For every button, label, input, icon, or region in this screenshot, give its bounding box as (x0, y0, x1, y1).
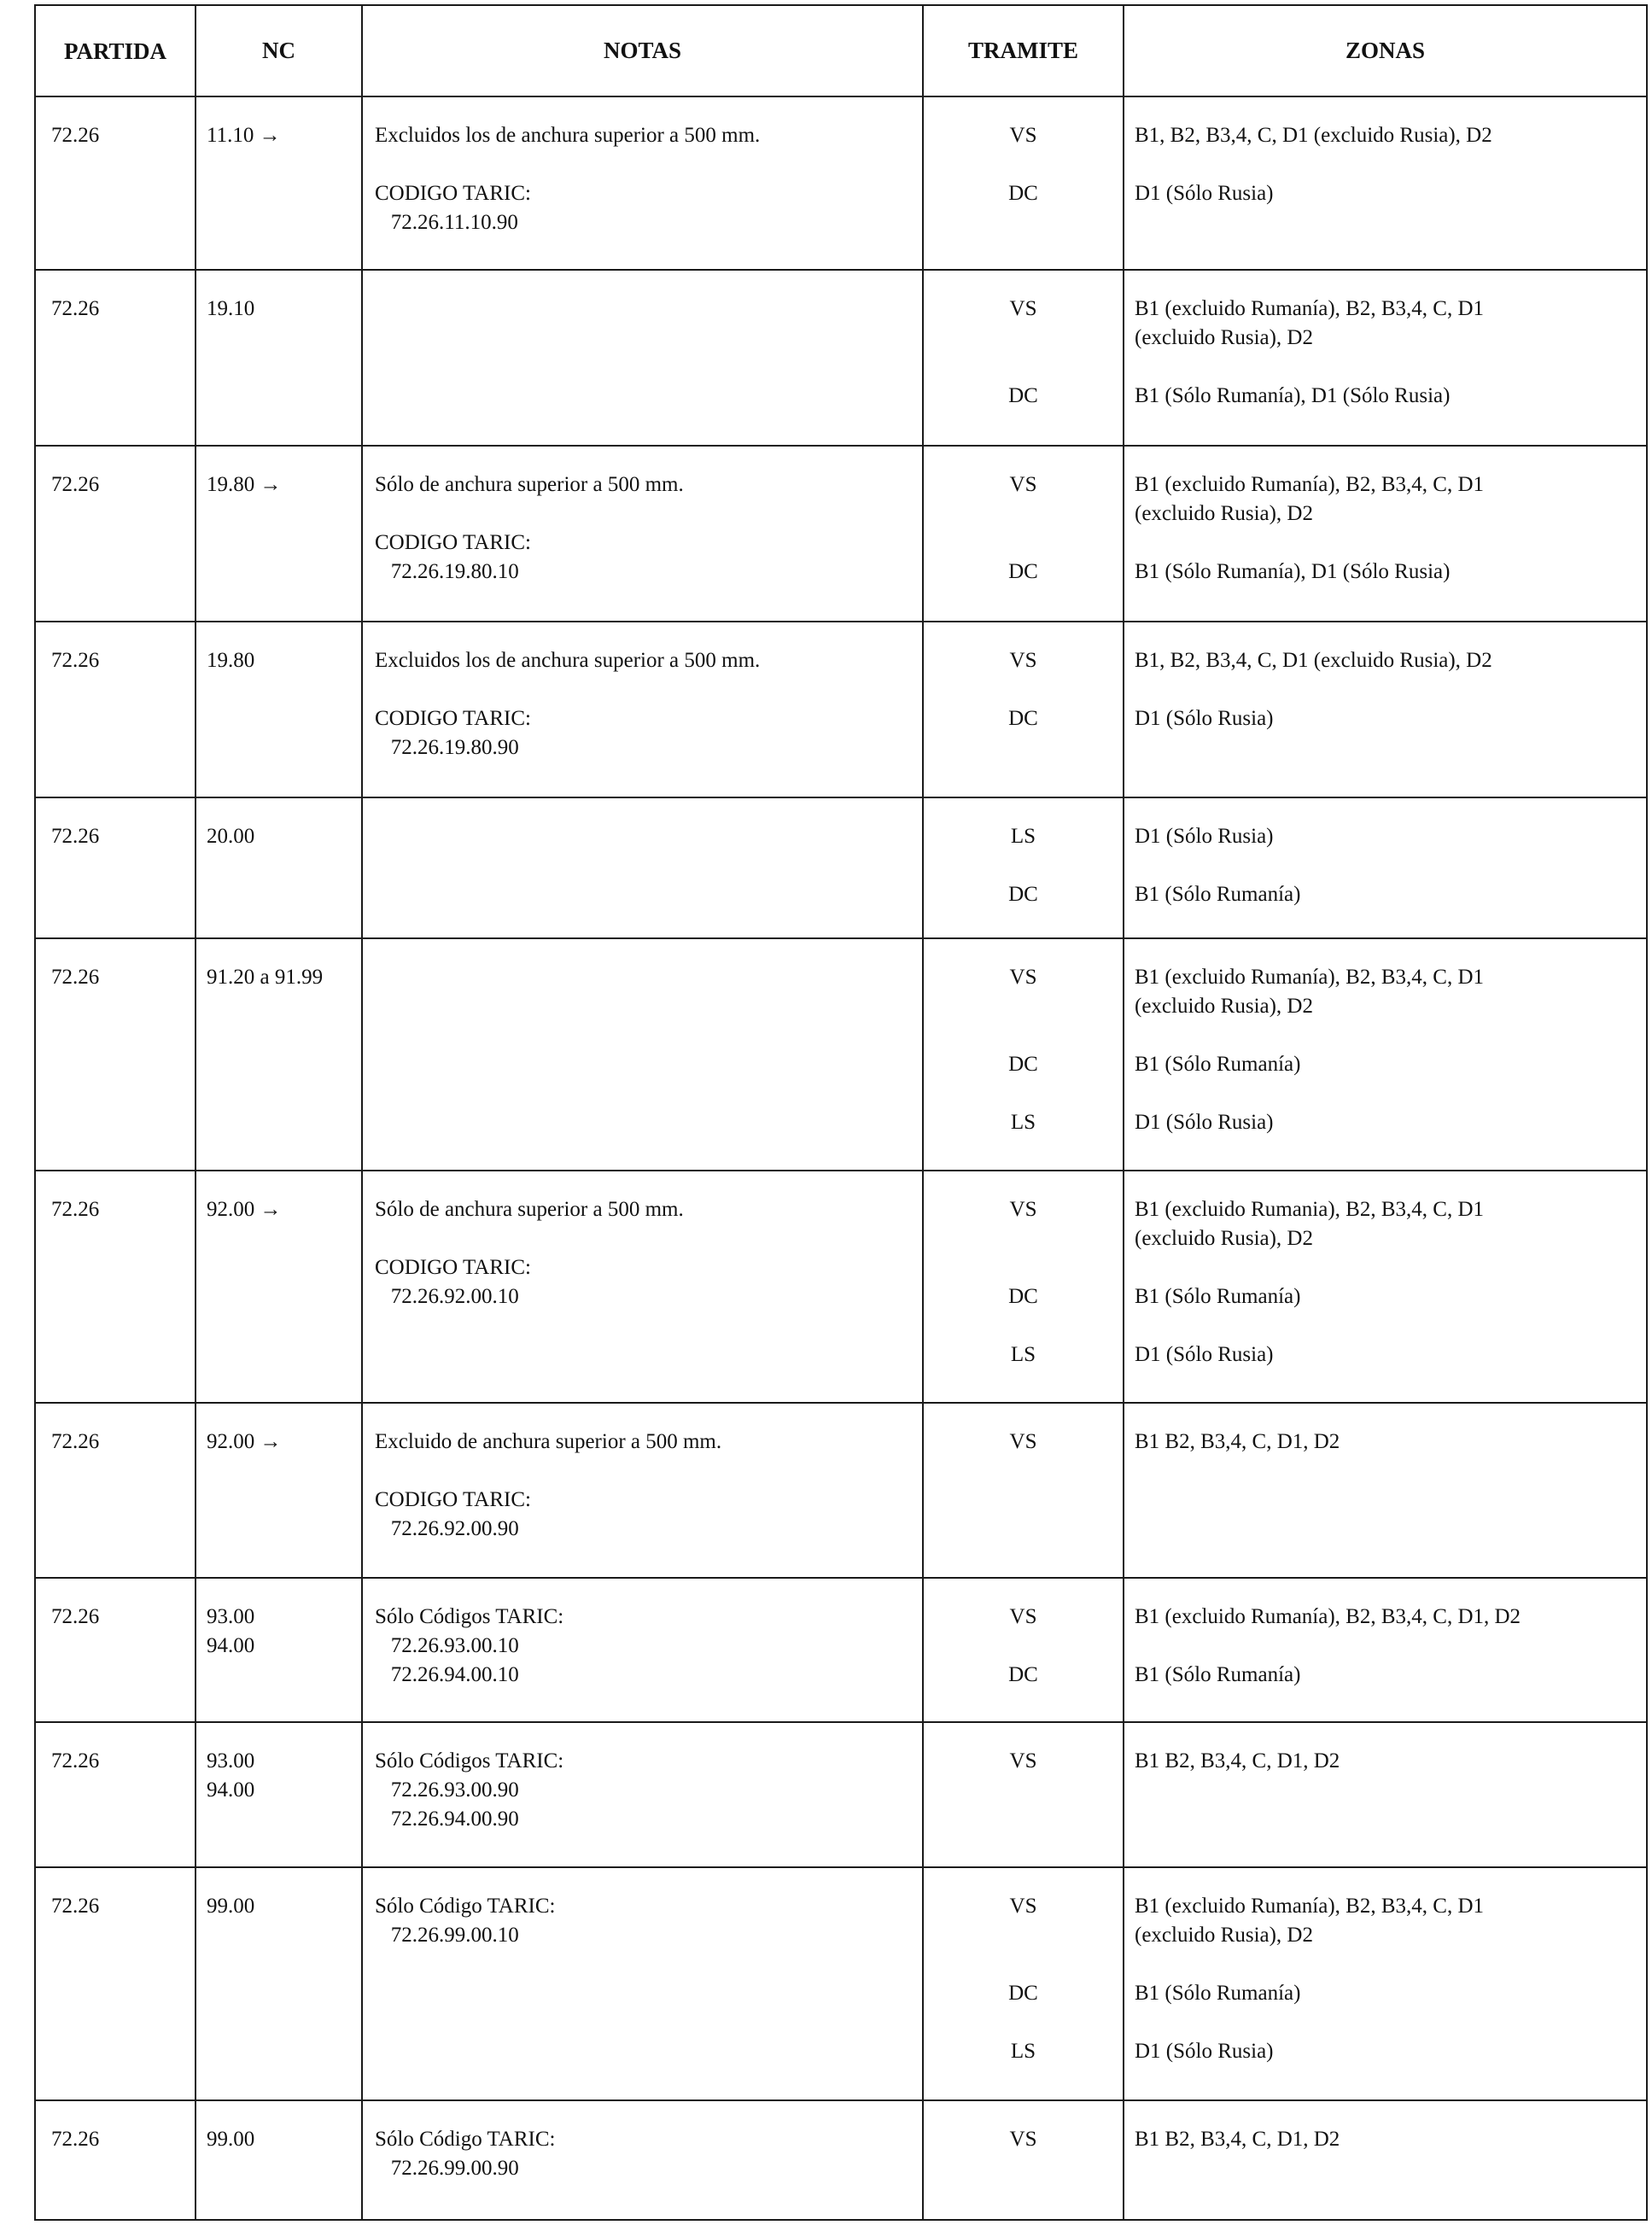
partida-value: 72.26 (51, 1198, 100, 1221)
nc-code: 19.10 (207, 297, 255, 320)
notas-line: 72.26.93.00.10 (375, 1634, 519, 1657)
nc-code: 92.00 → (207, 1198, 282, 1221)
zona-line: B1 (excluido Rumania), B2, B3,4, C, D1 (1135, 1198, 1484, 1221)
partida-value: 72.26 (51, 825, 100, 848)
zona-line: B1, B2, B3,4, C, D1 (excluido Rusia), D2 (1135, 649, 1492, 672)
nc-code: 20.00 (207, 825, 255, 848)
tramite-entry (924, 1050, 1123, 1079)
zona-entry (1135, 1340, 1636, 1369)
cell-nc (196, 2100, 362, 2220)
tramite-code: VS (1009, 966, 1037, 989)
cell-zonas (1124, 2100, 1647, 2220)
partida-value: 72.26 (51, 649, 100, 672)
zona-entry (1135, 470, 1636, 529)
notas-line: Excluidos los de anchura superior a 500 mm. (375, 649, 761, 672)
tramite-code: VS (1009, 297, 1037, 320)
cell-tramite (923, 938, 1124, 1171)
tramite-code: VS (1009, 1605, 1037, 1628)
cell-notas (362, 1578, 923, 1722)
tramite-code: LS (1010, 1343, 1036, 1366)
cell-partida (35, 1867, 196, 2100)
cell-nc (196, 622, 362, 797)
zona-entry (1135, 1979, 1636, 2008)
cell-zonas (1124, 622, 1647, 797)
tramite-entry (924, 880, 1123, 909)
notas-line: 72.26.92.00.90 (375, 1517, 519, 1540)
cell-zonas (1124, 96, 1647, 270)
tramite-code: LS (1010, 825, 1036, 848)
partida-value: 72.26 (51, 2128, 100, 2151)
cell-tramite (923, 1722, 1124, 1867)
tramite-code: VS (1009, 473, 1037, 496)
notas-line: CODIGO TARIC: (375, 182, 531, 205)
nc-code: 94.00 (207, 1778, 255, 1802)
tramite-code: DC (1008, 883, 1038, 906)
notas-spacer (375, 675, 912, 704)
tramite-entry (924, 963, 1123, 1021)
zona-line: B1 (Sólo Rumanía), D1 (Sólo Rusia) (1135, 384, 1451, 407)
tramite-entry (924, 2125, 1123, 2154)
zona-entry (1135, 963, 1636, 1021)
tramite-code: DC (1008, 1982, 1038, 2005)
header-notas: NOTAS (362, 5, 923, 96)
zona-line: B1 (excluido Rumanía), B2, B3,4, C, D1 (1135, 1895, 1484, 1918)
zona-line: B1 (Sólo Rumanía) (1135, 1053, 1301, 1076)
notas-spacer (375, 1457, 912, 1486)
zona-line: B1 (Sólo Rumanía) (1135, 1663, 1301, 1686)
table-row (35, 1578, 1647, 1722)
cell-tramite (923, 96, 1124, 270)
notas-line: 72.26.94.00.10 (375, 1663, 519, 1686)
tramite-code: DC (1008, 384, 1038, 407)
zona-line: D1 (Sólo Rusia) (1135, 707, 1274, 730)
cell-nc (196, 797, 362, 938)
notas-spacer (375, 499, 912, 529)
tramite-entry (924, 1282, 1123, 1311)
zona-entry (1135, 646, 1636, 675)
zona-line: B1 B2, B3,4, C, D1, D2 (1135, 2128, 1340, 2151)
cell-nc (196, 270, 362, 446)
zona-line: B1 (excluido Rumanía), B2, B3,4, C, D1, D2 (1135, 1605, 1521, 1628)
zona-entry (1135, 1603, 1636, 1632)
zona-entry (1135, 1661, 1636, 1690)
tramite-entry (924, 179, 1123, 208)
tramite-code: DC (1008, 182, 1038, 205)
notas-line: Sólo Código TARIC: (375, 2128, 556, 2151)
zona-line: (excluido Rusia), D2 (1135, 326, 1313, 349)
zona-line: (excluido Rusia), D2 (1135, 995, 1313, 1018)
partida-value: 72.26 (51, 966, 100, 989)
tramite-entry (924, 1892, 1123, 1950)
cell-partida (35, 446, 196, 622)
nc-code: 99.00 (207, 1895, 255, 1918)
nc-code: 19.80 (207, 649, 255, 672)
notas-line: 72.26.99.00.90 (375, 2157, 519, 2180)
tramite-code: VS (1009, 1430, 1037, 1453)
zona-line: B1, B2, B3,4, C, D1 (excluido Rusia), D2 (1135, 124, 1492, 147)
zona-entry (1135, 179, 1636, 208)
zona-entry (1135, 2125, 1636, 2154)
tramite-entry (924, 1108, 1123, 1137)
cell-zonas (1124, 446, 1647, 622)
tramite-code: VS (1009, 2128, 1037, 2151)
tramite-code: LS (1010, 1111, 1036, 1134)
cell-zonas (1124, 1171, 1647, 1403)
zona-line: D1 (Sólo Rusia) (1135, 182, 1274, 205)
cell-partida (35, 1722, 196, 1867)
notas-line: 72.26.19.80.10 (375, 560, 519, 583)
table-row (35, 446, 1647, 622)
tramite-code: VS (1009, 124, 1037, 147)
header-nc: NC (196, 5, 362, 96)
tramite-entry (924, 1428, 1123, 1457)
document-page (34, 4, 1646, 2221)
cell-partida (35, 938, 196, 1171)
cell-zonas (1124, 270, 1647, 446)
cell-notas (362, 270, 923, 446)
header-zonas: ZONAS (1124, 5, 1647, 96)
cell-tramite (923, 446, 1124, 622)
tramite-entry (924, 295, 1123, 353)
zona-entry (1135, 558, 1636, 587)
nc-code: 94.00 (207, 1634, 255, 1657)
tramite-entry (924, 1661, 1123, 1690)
cell-tramite (923, 2100, 1124, 2220)
zona-entry (1135, 1195, 1636, 1253)
nc-code: 99.00 (207, 2128, 255, 2151)
zona-entry (1135, 1892, 1636, 1950)
notas-line: CODIGO TARIC: (375, 1256, 531, 1279)
tramite-entry (924, 1979, 1123, 2008)
notas-line: Sólo Códigos TARIC: (375, 1749, 564, 1772)
table-row (35, 1867, 1647, 2100)
zona-entry (1135, 822, 1636, 851)
cell-nc (196, 446, 362, 622)
zona-line: B1 (Sólo Rumanía), D1 (Sólo Rusia) (1135, 560, 1451, 583)
notas-spacer (375, 1224, 912, 1253)
cell-partida (35, 1578, 196, 1722)
zona-entry (1135, 1108, 1636, 1137)
tramite-code: LS (1010, 2040, 1036, 2063)
tramite-entry (924, 704, 1123, 733)
notas-line: CODIGO TARIC: (375, 1488, 531, 1511)
zona-line: D1 (Sólo Rusia) (1135, 1343, 1274, 1366)
zona-line: B1 B2, B3,4, C, D1, D2 (1135, 1430, 1340, 1453)
tramite-code: DC (1008, 707, 1038, 730)
nc-code: 91.20 a 91.99 (207, 966, 324, 989)
cell-notas (362, 1722, 923, 1867)
cell-partida (35, 622, 196, 797)
tariff-table (34, 4, 1648, 2221)
tramite-entry (924, 822, 1123, 851)
notas-line: 72.26.94.00.90 (375, 1807, 519, 1831)
notas-line: Sólo de anchura superior a 500 mm. (375, 473, 684, 496)
tramite-entry (924, 121, 1123, 150)
cell-nc (196, 1578, 362, 1722)
cell-tramite (923, 622, 1124, 797)
cell-nc (196, 1403, 362, 1578)
tramite-entry (924, 1747, 1123, 1776)
cell-tramite (923, 1578, 1124, 1722)
partida-value: 72.26 (51, 124, 100, 147)
cell-nc (196, 1722, 362, 1867)
table-row (35, 938, 1647, 1171)
table-row (35, 1722, 1647, 1867)
header-partida: PARTIDA (35, 5, 196, 96)
cell-zonas (1124, 1403, 1647, 1578)
cell-partida (35, 2100, 196, 2220)
zona-entry (1135, 880, 1636, 909)
notas-line: CODIGO TARIC: (375, 531, 531, 554)
table-body (35, 96, 1647, 2220)
cell-notas (362, 938, 923, 1171)
zona-line: B1 (Sólo Rumanía) (1135, 883, 1301, 906)
cell-partida (35, 1171, 196, 1403)
zona-entry (1135, 1747, 1636, 1776)
cell-zonas (1124, 1722, 1647, 1867)
zona-entry (1135, 1282, 1636, 1311)
notas-line: 72.26.93.00.90 (375, 1778, 519, 1802)
cell-zonas (1124, 1867, 1647, 2100)
notas-line: 72.26.11.10.90 (375, 211, 518, 234)
partida-value: 72.26 (51, 1749, 100, 1772)
zona-line: B1 (excluido Rumanía), B2, B3,4, C, D1 (1135, 966, 1484, 989)
table-row (35, 96, 1647, 270)
cell-tramite (923, 1403, 1124, 1578)
cell-nc (196, 938, 362, 1171)
cell-notas (362, 1171, 923, 1403)
notas-spacer (375, 150, 912, 179)
cell-zonas (1124, 797, 1647, 938)
cell-zonas (1124, 938, 1647, 1171)
cell-notas (362, 1403, 923, 1578)
zona-line: B1 B2, B3,4, C, D1, D2 (1135, 1749, 1340, 1772)
notas-line: Sólo Código TARIC: (375, 1895, 556, 1918)
zona-entry (1135, 295, 1636, 353)
nc-code: 11.10 → (207, 124, 281, 147)
table-row (35, 1171, 1647, 1403)
cell-notas (362, 96, 923, 270)
tramite-code: DC (1008, 1663, 1038, 1686)
cell-tramite (923, 797, 1124, 938)
table-row (35, 1403, 1647, 1578)
tramite-code: DC (1008, 1053, 1038, 1076)
zona-entry (1135, 382, 1636, 411)
cell-tramite (923, 1867, 1124, 2100)
tramite-entry (924, 646, 1123, 675)
tramite-code: VS (1009, 1895, 1037, 1918)
tramite-code: VS (1009, 1749, 1037, 1772)
zona-line: D1 (Sólo Rusia) (1135, 2040, 1274, 2063)
cell-tramite (923, 270, 1124, 446)
cell-partida (35, 1403, 196, 1578)
partida-value: 72.26 (51, 297, 100, 320)
tramite-entry (924, 1195, 1123, 1253)
cell-nc (196, 96, 362, 270)
nc-code: 93.00 (207, 1605, 255, 1628)
tramite-entry (924, 470, 1123, 529)
cell-notas (362, 2100, 923, 2220)
notas-line: Excluido de anchura superior a 500 mm. (375, 1430, 722, 1453)
notas-line: Sólo de anchura superior a 500 mm. (375, 1198, 684, 1221)
zona-line: (excluido Rusia), D2 (1135, 1227, 1313, 1250)
header-row (35, 5, 1647, 96)
notas-line: 72.26.92.00.10 (375, 1285, 519, 1308)
table-row (35, 270, 1647, 446)
zona-line: D1 (Sólo Rusia) (1135, 1111, 1274, 1134)
tramite-code: VS (1009, 1198, 1037, 1221)
notas-line: Sólo Códigos TARIC: (375, 1605, 564, 1628)
header-tramite: TRAMITE (923, 5, 1124, 96)
cell-notas (362, 622, 923, 797)
cell-tramite (923, 1171, 1124, 1403)
table-row (35, 2100, 1647, 2220)
cell-partida (35, 270, 196, 446)
table-row (35, 797, 1647, 938)
notas-line: 72.26.99.00.10 (375, 1924, 519, 1947)
notas-line: CODIGO TARIC: (375, 707, 531, 730)
notas-line: 72.26.19.80.90 (375, 736, 519, 759)
zona-line: (excluido Rusia), D2 (1135, 1924, 1313, 1947)
notas-line: Excluidos los de anchura superior a 500 mm. (375, 124, 761, 147)
tramite-code: DC (1008, 1285, 1038, 1308)
nc-code: 92.00 → (207, 1430, 282, 1453)
cell-partida (35, 96, 196, 270)
tramite-entry (924, 382, 1123, 411)
cell-zonas (1124, 1578, 1647, 1722)
nc-code: 19.80 → (207, 473, 282, 496)
cell-nc (196, 1867, 362, 2100)
cell-nc (196, 1171, 362, 1403)
partida-value: 72.26 (51, 473, 100, 496)
zona-line: B1 (Sólo Rumanía) (1135, 1285, 1301, 1308)
zona-line: B1 (excluido Rumanía), B2, B3,4, C, D1 (1135, 473, 1484, 496)
partida-value: 72.26 (51, 1430, 100, 1453)
partida-value: 72.26 (51, 1895, 100, 1918)
tramite-code: VS (1009, 649, 1037, 672)
partida-value: 72.26 (51, 1605, 100, 1628)
cell-notas (362, 1867, 923, 2100)
cell-notas (362, 446, 923, 622)
zona-line: B1 (Sólo Rumanía) (1135, 1982, 1301, 2005)
cell-notas (362, 797, 923, 938)
zona-entry (1135, 704, 1636, 733)
tramite-entry (924, 558, 1123, 587)
zona-line: B1 (excluido Rumanía), B2, B3,4, C, D1 (1135, 297, 1484, 320)
nc-code: 93.00 (207, 1749, 255, 1772)
table-row (35, 622, 1647, 797)
zona-entry (1135, 1050, 1636, 1079)
tramite-entry (924, 1340, 1123, 1369)
tramite-code: DC (1008, 560, 1038, 583)
tramite-entry (924, 1603, 1123, 1632)
cell-partida (35, 797, 196, 938)
zona-line: D1 (Sólo Rusia) (1135, 825, 1274, 848)
zona-entry (1135, 1428, 1636, 1457)
zona-entry (1135, 121, 1636, 150)
zona-line: (excluido Rusia), D2 (1135, 502, 1313, 525)
zona-entry (1135, 2037, 1636, 2066)
tramite-entry (924, 2037, 1123, 2066)
